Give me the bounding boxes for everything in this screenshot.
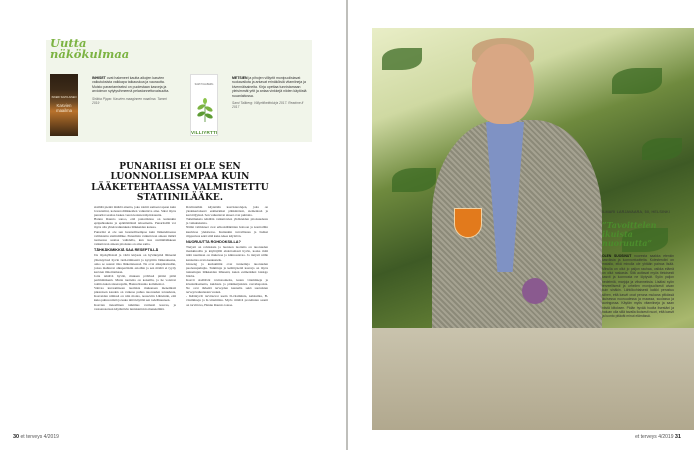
book-cover-villiyrtti [190,74,218,136]
col1-paragraph: Punariisi ei ole sen luonnollisempaa kuin lääketehtaassa valmistettu statiinilääke. Punariisin vaikuttavan aineen määrä tuotteessa saattaa vaihdella, kun taas statiinilääkkeen vaikuttavan aineen pitoisuus on aina sama. [94,229,176,246]
col2-paragraph: Nämä valmisteet ovat erikoislääkärien hoitoon ja kontrolliin kuuluvaa yleistietoa. Kuitenkin turvallisuus ja lisäksi riippuvuus sekä siitä kuka tekee käyttöön. [186,225,268,238]
profile-lead: OLEN SUOSINUT [602,253,632,258]
book2-description [232,76,310,110]
col2-paragraph: Tietysti on rohdoksia ja luonnon tuotteita on nuoruuden markkinoilla ja käyttäjillä ehdottomasti hyvin, koska mitä niitä nautitaan on mukavaa ja kiinnostavaa. Ja tietysti niille kannattaa avata keskustelu. [186,245,268,262]
left-page [0,0,346,450]
col1-paragraph: Jäs myrkyllisistä ja väriä kirjasta on hyväksymä lähteenä yhteistyössä hyvin tietä-tämisestä ja kysyttiin lääkeaineena, onko se saanut tilaa lääketieteessä. Ne ovat aikapiireissään, joissa mahtuvat alkuperäisiin asioihin ja sen määrä ei tyydy kasvien ilmoittamaan. [94,253,176,274]
book2-title: VILLIYRTTI [191,130,218,135]
desc1-lead: INHISET [92,76,106,80]
desc1-credit: Sirikka Pippo: Kasvien maaginnen maailma. Tammi 2019 [92,96,168,106]
desc2-text: ja pihojen villiyrtit monipuolistavat ruokavaliota ja antavat erinäköisiä vitamiineja ja kivennäisaineita. Kirja opettaa tunnistamaan yleisimmät yrtit ja antaa vinkkejä niiden käytöstä ruuanlaitossa. [232,76,307,98]
side-profile-box [602,210,674,319]
desc1-text: ovat hakeneet kautta aikojen kasvien vaikutuksista vaikkapa taikauskoa ja vaurautta. Muisto parantamiseksi on puolestaan kasveja ja arvioimon sytytysihmeenä pelastonnettovaisuutta. [92,76,170,94]
page-number-right: 31 [674,434,681,440]
book1-title: Kasvien maailma [56,103,72,113]
col2-paragraph: - Ikääntyvät tarvitsevat usein D-vitamiinia, kalsiumia, B-vitamiineja ja K-vitamiinia. Myös riittävä proteiinien saanti on tarvittava, Hannu Raunio toteaa. [186,294,268,307]
desc2-credit: Sami Tallberg: Villiyrttikeittokirja 2017. Readme.fi 2017 [232,101,304,110]
profile-body: nuoresta saakka etenkin kasviksia ja luonnontuotteita. Kolesterolini on matalla, eikä minulla ole yhtään painoa lisää. Minulla on ollut jo paljon rauhaa, vaikka elämä on ollut raskasta. Sitä auttavat myös tietoisesti kasvit ja luonnosta ne löytyvät. Syön paljon hedelmiä, marjoja ja vihanneksia. Lisäksi syön terveellisesti ja urheilen monipuolisesti aivan kuin sinäkin. Lähtökohtaisesti kaikki perustuu siihen, että kasvit ovat peruna mukana pitkässä ikuisessa nuoruudessa ja maassa, suolassa ja auringossa. Käytän myös vitamiineja ja saan niistä kiitoksen. Pidän hyvää huolta itsestäni ja haluan olla sillä tavalla ikuisesti nuori, että kasvit ja luonto pitävät minut elämässä. [602,253,674,319]
book1-author: INKERI SAVOLAINEN [51,96,77,99]
brand-right: et terveys [635,434,657,440]
col1-paragraph: sisältää pieniä määriä ainetta, joka toimii samaan tapaan kuin lovastatiini, kolesteroliläkkeiden vaikuttava aine. Siksi myös punariisi saattaa laskea veren kolesterolipitoisuutta. [94,205,176,218]
profile-quote: ”Tavoittelen ikuista nuoruutta” [602,219,657,248]
book2-author: SAMI TALLBERG [194,83,214,86]
page-number-left: 30 [13,434,20,440]
col1-subheading: TÄHKÄKIMIKKIÄ SAA RESEPTILLÄ [94,248,159,253]
col1-paragraph: Kasvien tieteellinen tutkimus varmasti kasvaa, ja vastaanotetaan käytäntöön tunnistettavia menetelmiä. [94,302,176,311]
col1-paragraph: Hannu Raunio sanoo, että punariisissa on kuitenkin epäpuhtauksia ja epämääräisiä tehoaineita. Punariisillä voi myös olla yhteisvaikutuksia lääkkeiden kanssa. [94,217,176,230]
issue-left: 4/2019 [43,434,59,440]
col1-paragraph: Vahvaa kuvaamiseen tuomista mukanaan menemistä pikatoisen kauden on vaikeaa puhua nuoruuden totuudesta, Kasveiden nimissä on niin monta, nouseviin Lähteisiin, että kuka puhuu niistä ja kuka niitä käyttää sen todellisuuteen. [94,286,176,303]
col2-subheading: NUORUUTTA ROHDOKSILLA? [186,240,241,245]
col2-paragraph: Ginseng ja kurkumiini ovat tunnettuja nuoruuden puolestapuhujia. Tutkittuja ja kehittyneitä kasveja on myös tunnettujen lääkkeiden lähteenä, kuten esimerkiksi Ginkgo biloba. [186,261,268,278]
col1-paragraph: Joita tehtävä hyvää, mukaan pöllössä pitäisi pitää perimmäisenä. Mutta tuotteita on kokeillu, ja he voisivat toimia kuten siteeraajalla, Hannu Raunio kommentoi. [94,273,176,287]
book1-description [92,76,170,105]
right-page [348,0,694,450]
juice-glass [454,208,482,238]
article-column-2 [186,205,268,307]
book-cover-kasvien-maailma [50,74,78,136]
col2-paragraph: Tutkimuksia tehdään vaikuttavien yhdisteiden pitoisuudesta ja vaikutuksista. [186,217,268,226]
profile-text [602,254,674,319]
col2-paragraph: Raviinteihin käytetään kasvisterolejen, joita on yksinkertaisesti esimerkiksi pähkinöissä, siemenissä ja kasviöljyissä. Sen vaikuttavat aineet ovat puhtaita. [186,205,268,218]
col2-paragraph: Kasvit sisältävät ravintoaineita, kuten vitamiineja ja kivennäisaineita, kuidusta ja pitkäketjuisista rasvahapoista. Ne ovat tärkeitä terveyden kannalta sekä suotuisien terveysvaikutusten vuoksi. [186,278,268,295]
brand-left: et terveys [20,434,43,440]
profile-caption: ILMARI LARJAVAARA, 50, HELSINKI [602,210,670,214]
desc2-lead: METSIEN [232,76,248,80]
article-column-1 [94,205,176,311]
issue-right: 4/2019 [658,434,674,440]
folio-right [635,434,681,440]
leaf-illustration-icon [192,93,218,123]
flower-vase [522,278,548,304]
folio-left [13,434,59,440]
uutta-title: Uutta näkökulmaa [50,36,130,61]
headline-pullquote: PUNARIISI EI OLE SEN LUONNOLLISEMPAA KUIN LÄÄKETEHTAASSA VALMISTETTU STATIINILÄÄKE. [91,162,269,203]
